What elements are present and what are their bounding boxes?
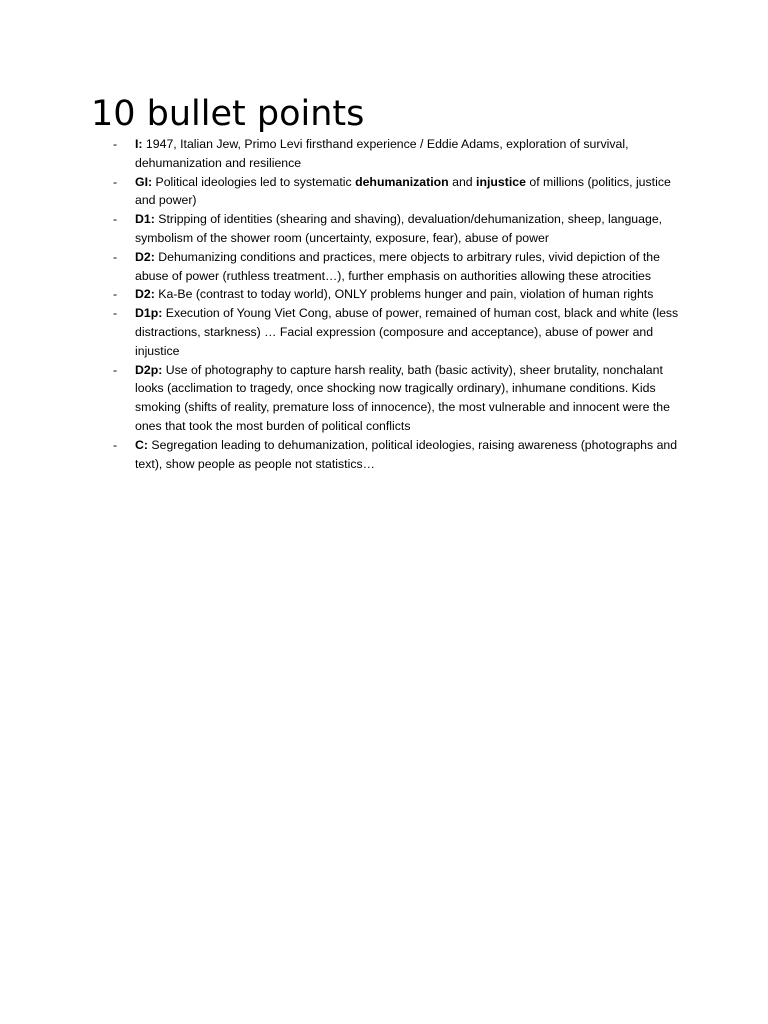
bullet-dash: - [113, 306, 118, 321]
bullet-list [106, 135, 686, 473]
bullet-text: and [448, 174, 477, 189]
bullet-d2p [106, 361, 686, 436]
bullet-label: D2p: [135, 362, 163, 377]
bullet-d2-second [106, 285, 686, 304]
bullet-text: Use of photography to capture harsh reality, bath (basic activity), sheer brutality, nonchalant looks (acclimation to tragedy, once shocking now tragically ordinary), inhumane conditions. Kids smoking (shifts of reality, premature loss of innocence), the most vulnerable and innocent were the ones that took the most burden of political conflicts [135, 362, 670, 433]
bullet-dash: - [113, 212, 118, 227]
bullet-dash: - [113, 137, 118, 151]
bullet-label: D1p: [135, 306, 163, 321]
bullet-d1 [106, 210, 686, 248]
bullet-dash: - [113, 287, 118, 302]
bullet-text: Segregation leading to dehumanization, political ideologies, raising awareness (photographs and text), show people as people not statistics… [135, 437, 678, 471]
bullet-label: I: [135, 137, 143, 151]
bullet-text: 1947, Italian Jew, Primo Levi firsthand experience / Eddie Adams, exploration of survival, dehumanization and resilience [135, 137, 629, 170]
bullet-dash: - [113, 362, 118, 377]
bullet-text: Dehumanizing conditions and practices, mere objects to arbitrary rules, vivid depiction of the abuse of power (ruthless treatment…), further emphasis on authorities allowing these atrocities [135, 249, 660, 283]
bullet-intro [106, 135, 686, 173]
bullet-text: Ka-Be (contrast to today world), ONLY problems hunger and pain, violation of human rights [154, 287, 654, 302]
bullet-conclusion [106, 436, 686, 474]
bullet-dash: - [113, 249, 118, 264]
bullet-label: GI: [135, 174, 153, 189]
bullet-text: Execution of Young Viet Cong, abuse of power, remained of human cost, black and white (less distractions, starkness) … Facial expression (composure and acceptance), abuse of power and injustice [135, 306, 679, 358]
bullet-label: D1: [135, 212, 155, 227]
bullet-text: Political ideologies led to systematic [152, 174, 356, 189]
bullet-text: of millions (politics, justice and power) [135, 174, 671, 208]
page-title: 10 bullet points [91, 94, 365, 134]
bullet-label: C: [135, 437, 148, 452]
bullet-dash: - [113, 437, 118, 452]
bullet-dash: - [113, 174, 118, 189]
bullet-text: Stripping of identities (shearing and shaving), devaluation/dehumanization, sheep, language, symbolism of the shower room (uncertainty, exposure, fear), abuse of power [135, 212, 663, 245]
bullet-emphasis: injustice [476, 174, 526, 189]
bullet-emphasis: dehumanization [355, 174, 449, 189]
bullet-d1p [106, 304, 686, 360]
bullet-guiding-idea [106, 173, 686, 211]
bullet-label: D2: [135, 249, 155, 264]
bullet-label: D2: [135, 287, 155, 302]
bullet-d2 [106, 248, 686, 286]
